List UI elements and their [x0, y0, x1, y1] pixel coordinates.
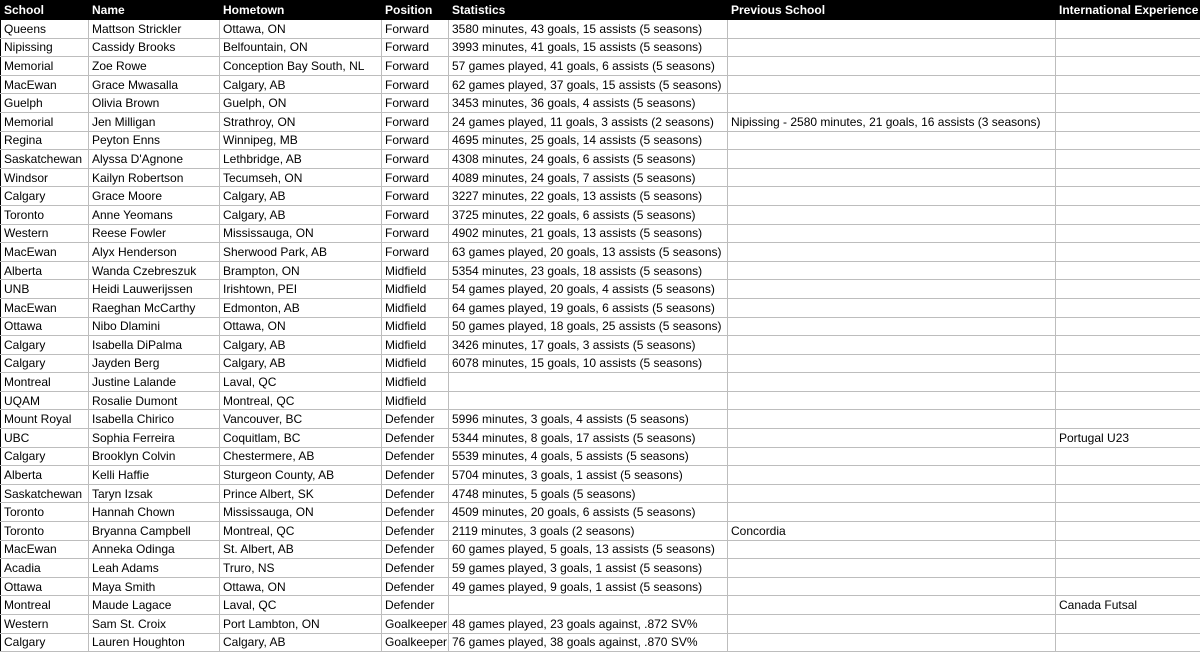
statistics-cell: 3426 minutes, 17 goals, 3 assists (5 seasons)	[449, 336, 728, 355]
international-experience-cell	[1056, 298, 1200, 317]
hometown-cell: Ottawa, ON	[220, 577, 382, 596]
table-row	[1, 112, 1200, 131]
name-cell: Taryn Izsak	[89, 484, 220, 503]
school-cell: Alberta	[1, 261, 89, 280]
statistics-cell: 4902 minutes, 21 goals, 13 assists (5 seasons)	[449, 224, 728, 243]
position-cell: Defender	[382, 466, 449, 485]
position-cell: Forward	[382, 131, 449, 150]
table-row	[1, 410, 1200, 429]
hometown-cell: Ottawa, ON	[220, 20, 382, 39]
name-cell: Bryanna Campbell	[89, 522, 220, 541]
previous-school-cell	[728, 577, 1056, 596]
name-cell: Zoe Rowe	[89, 57, 220, 76]
hometown-cell: Mississauga, ON	[220, 224, 382, 243]
table-row	[1, 317, 1200, 336]
table-row	[1, 559, 1200, 578]
name-cell: Isabella Chirico	[89, 410, 220, 429]
statistics-cell: 5996 minutes, 3 goals, 4 assists (5 seasons)	[449, 410, 728, 429]
name-cell: Heidi Lauwerijssen	[89, 280, 220, 299]
hometown-cell: Coquitlam, BC	[220, 429, 382, 448]
school-cell: Western	[1, 615, 89, 634]
previous-school-cell	[728, 429, 1056, 448]
table-row	[1, 243, 1200, 262]
name-cell: Kailyn Robertson	[89, 168, 220, 187]
previous-school-cell	[728, 168, 1056, 187]
hometown-cell: Conception Bay South, NL	[220, 57, 382, 76]
position-cell: Defender	[382, 484, 449, 503]
international-experience-cell	[1056, 20, 1200, 39]
position-cell: Defender	[382, 596, 449, 615]
school-cell: Calgary	[1, 354, 89, 373]
position-cell: Defender	[382, 447, 449, 466]
table-row	[1, 540, 1200, 559]
hometown-cell: Irishtown, PEI	[220, 280, 382, 299]
previous-school-cell	[728, 466, 1056, 485]
table-row	[1, 522, 1200, 541]
position-cell: Midfield	[382, 317, 449, 336]
name-cell: Sophia Ferreira	[89, 429, 220, 448]
previous-school-cell	[728, 75, 1056, 94]
position-cell: Defender	[382, 540, 449, 559]
school-cell: MacEwan	[1, 75, 89, 94]
name-cell: Alyx Henderson	[89, 243, 220, 262]
school-cell: Mount Royal	[1, 410, 89, 429]
table-row	[1, 336, 1200, 355]
hometown-cell: Montreal, QC	[220, 522, 382, 541]
name-cell: Maya Smith	[89, 577, 220, 596]
school-cell: Western	[1, 224, 89, 243]
school-cell: Queens	[1, 20, 89, 39]
previous-school-cell	[728, 615, 1056, 634]
international-experience-cell	[1056, 187, 1200, 206]
international-experience-cell	[1056, 168, 1200, 187]
statistics-cell: 3993 minutes, 41 goals, 15 assists (5 seasons)	[449, 38, 728, 57]
previous-school-cell	[728, 57, 1056, 76]
previous-school-cell	[728, 205, 1056, 224]
header-previous-school: Previous School	[728, 1, 1056, 20]
hometown-cell: Calgary, AB	[220, 205, 382, 224]
international-experience-cell	[1056, 131, 1200, 150]
statistics-cell: 50 games played, 18 goals, 25 assists (5 seasons)	[449, 317, 728, 336]
header-position: Position	[382, 1, 449, 20]
international-experience-cell	[1056, 633, 1200, 652]
school-cell: Calgary	[1, 187, 89, 206]
previous-school-cell	[728, 243, 1056, 262]
name-cell: Justine Lalande	[89, 373, 220, 392]
previous-school-cell	[728, 317, 1056, 336]
statistics-cell: 5539 minutes, 4 goals, 5 assists (5 seasons)	[449, 447, 728, 466]
position-cell: Forward	[382, 224, 449, 243]
table-row	[1, 261, 1200, 280]
statistics-cell: 63 games played, 20 goals, 13 assists (5 seasons)	[449, 243, 728, 262]
name-cell: Olivia Brown	[89, 94, 220, 113]
hometown-cell: Winnipeg, MB	[220, 131, 382, 150]
previous-school-cell	[728, 373, 1056, 392]
statistics-cell: 6078 minutes, 15 goals, 10 assists (5 seasons)	[449, 354, 728, 373]
position-cell: Midfield	[382, 298, 449, 317]
previous-school-cell	[728, 484, 1056, 503]
table-row	[1, 577, 1200, 596]
name-cell: Nibo Dlamini	[89, 317, 220, 336]
statistics-cell: 4308 minutes, 24 goals, 6 assists (5 seasons)	[449, 150, 728, 169]
name-cell: Leah Adams	[89, 559, 220, 578]
school-cell: Alberta	[1, 466, 89, 485]
previous-school-cell	[728, 391, 1056, 410]
statistics-cell: 64 games played, 19 goals, 6 assists (5 seasons)	[449, 298, 728, 317]
name-cell: Hannah Chown	[89, 503, 220, 522]
table-row	[1, 205, 1200, 224]
previous-school-cell	[728, 280, 1056, 299]
school-cell: Calgary	[1, 447, 89, 466]
hometown-cell: Lethbridge, AB	[220, 150, 382, 169]
school-cell: MacEwan	[1, 540, 89, 559]
statistics-cell	[449, 373, 728, 392]
international-experience-cell	[1056, 280, 1200, 299]
school-cell: Saskatchewan	[1, 484, 89, 503]
position-cell: Forward	[382, 150, 449, 169]
international-experience-cell	[1056, 410, 1200, 429]
school-cell: Calgary	[1, 633, 89, 652]
table-row	[1, 280, 1200, 299]
name-cell: Lauren Houghton	[89, 633, 220, 652]
international-experience-cell	[1056, 484, 1200, 503]
position-cell: Defender	[382, 503, 449, 522]
name-cell: Brooklyn Colvin	[89, 447, 220, 466]
hometown-cell: Calgary, AB	[220, 354, 382, 373]
statistics-cell: 4748 minutes, 5 goals (5 seasons)	[449, 484, 728, 503]
hometown-cell: Ottawa, ON	[220, 317, 382, 336]
international-experience-cell: Portugal U23	[1056, 429, 1200, 448]
international-experience-cell	[1056, 540, 1200, 559]
name-cell: Wanda Czebreszuk	[89, 261, 220, 280]
international-experience-cell	[1056, 373, 1200, 392]
statistics-cell	[449, 596, 728, 615]
international-experience-cell	[1056, 150, 1200, 169]
hometown-cell: Truro, NS	[220, 559, 382, 578]
school-cell: Toronto	[1, 205, 89, 224]
school-cell: Ottawa	[1, 577, 89, 596]
hometown-cell: Sturgeon County, AB	[220, 466, 382, 485]
international-experience-cell	[1056, 577, 1200, 596]
name-cell: Maude Lagace	[89, 596, 220, 615]
table-row	[1, 150, 1200, 169]
header-statistics: Statistics	[449, 1, 728, 20]
international-experience-cell	[1056, 75, 1200, 94]
hometown-cell: Prince Albert, SK	[220, 484, 382, 503]
statistics-cell: 5354 minutes, 23 goals, 18 assists (5 seasons)	[449, 261, 728, 280]
statistics-cell: 24 games played, 11 goals, 3 assists (2 seasons)	[449, 112, 728, 131]
statistics-cell: 76 games played, 38 goals against, .870 SV%	[449, 633, 728, 652]
table-row	[1, 38, 1200, 57]
position-cell: Goalkeeper	[382, 615, 449, 634]
name-cell: Jayden Berg	[89, 354, 220, 373]
name-cell: Anne Yeomans	[89, 205, 220, 224]
hometown-cell: Belfountain, ON	[220, 38, 382, 57]
position-cell: Midfield	[382, 280, 449, 299]
school-cell: UBC	[1, 429, 89, 448]
table-row	[1, 484, 1200, 503]
previous-school-cell	[728, 150, 1056, 169]
international-experience-cell	[1056, 466, 1200, 485]
position-cell: Defender	[382, 522, 449, 541]
name-cell: Mattson Strickler	[89, 20, 220, 39]
statistics-cell: 5704 minutes, 3 goals, 1 assist (5 seasons)	[449, 466, 728, 485]
position-cell: Forward	[382, 20, 449, 39]
school-cell: MacEwan	[1, 298, 89, 317]
header-international-experience: International Experience	[1056, 1, 1200, 20]
position-cell: Midfield	[382, 373, 449, 392]
previous-school-cell: Concordia	[728, 522, 1056, 541]
position-cell: Defender	[382, 429, 449, 448]
international-experience-cell	[1056, 503, 1200, 522]
name-cell: Isabella DiPalma	[89, 336, 220, 355]
position-cell: Forward	[382, 187, 449, 206]
international-experience-cell	[1056, 391, 1200, 410]
international-experience-cell	[1056, 38, 1200, 57]
school-cell: Regina	[1, 131, 89, 150]
international-experience-cell	[1056, 243, 1200, 262]
international-experience-cell	[1056, 559, 1200, 578]
table-row	[1, 57, 1200, 76]
statistics-cell: 4695 minutes, 25 goals, 14 assists (5 seasons)	[449, 131, 728, 150]
previous-school-cell	[728, 596, 1056, 615]
table-row	[1, 187, 1200, 206]
table-header	[1, 1, 1200, 20]
hometown-cell: Edmonton, AB	[220, 298, 382, 317]
header-name: Name	[89, 1, 220, 20]
school-cell: UQAM	[1, 391, 89, 410]
school-cell: Nipissing	[1, 38, 89, 57]
previous-school-cell	[728, 298, 1056, 317]
statistics-cell	[449, 391, 728, 410]
hometown-cell: Brampton, ON	[220, 261, 382, 280]
hometown-cell: Laval, QC	[220, 596, 382, 615]
table-row	[1, 168, 1200, 187]
hometown-cell: Guelph, ON	[220, 94, 382, 113]
position-cell: Defender	[382, 410, 449, 429]
name-cell: Peyton Enns	[89, 131, 220, 150]
position-cell: Midfield	[382, 391, 449, 410]
name-cell: Cassidy Brooks	[89, 38, 220, 57]
school-cell: Montreal	[1, 596, 89, 615]
name-cell: Anneka Odinga	[89, 540, 220, 559]
previous-school-cell	[728, 187, 1056, 206]
header-row	[1, 1, 1200, 20]
table-row	[1, 596, 1200, 615]
statistics-cell: 3453 minutes, 36 goals, 4 assists (5 seasons)	[449, 94, 728, 113]
table-row	[1, 391, 1200, 410]
international-experience-cell	[1056, 447, 1200, 466]
hometown-cell: Calgary, AB	[220, 75, 382, 94]
previous-school-cell	[728, 94, 1056, 113]
hometown-cell: Port Lambton, ON	[220, 615, 382, 634]
previous-school-cell	[728, 540, 1056, 559]
position-cell: Forward	[382, 75, 449, 94]
school-cell: Montreal	[1, 373, 89, 392]
hometown-cell: Sherwood Park, AB	[220, 243, 382, 262]
school-cell: Acadia	[1, 559, 89, 578]
table-row	[1, 75, 1200, 94]
previous-school-cell	[728, 20, 1056, 39]
school-cell: Windsor	[1, 168, 89, 187]
previous-school-cell	[728, 224, 1056, 243]
statistics-cell: 3725 minutes, 22 goals, 6 assists (5 seasons)	[449, 205, 728, 224]
name-cell: Kelli Haffie	[89, 466, 220, 485]
table-row	[1, 633, 1200, 652]
table-row	[1, 466, 1200, 485]
statistics-cell: 57 games played, 41 goals, 6 assists (5 seasons)	[449, 57, 728, 76]
table-row	[1, 447, 1200, 466]
name-cell: Raeghan McCarthy	[89, 298, 220, 317]
hometown-cell: Calgary, AB	[220, 187, 382, 206]
previous-school-cell	[728, 559, 1056, 578]
statistics-cell: 48 games played, 23 goals against, .872 SV%	[449, 615, 728, 634]
name-cell: Reese Fowler	[89, 224, 220, 243]
international-experience-cell	[1056, 112, 1200, 131]
name-cell: Jen Milligan	[89, 112, 220, 131]
school-cell: Calgary	[1, 336, 89, 355]
statistics-cell: 60 games played, 5 goals, 13 assists (5 seasons)	[449, 540, 728, 559]
hometown-cell: Montreal, QC	[220, 391, 382, 410]
previous-school-cell	[728, 38, 1056, 57]
statistics-cell: 49 games played, 9 goals, 1 assist (5 seasons)	[449, 577, 728, 596]
header-school: School	[1, 1, 89, 20]
position-cell: Midfield	[382, 261, 449, 280]
position-cell: Forward	[382, 57, 449, 76]
statistics-cell: 62 games played, 37 goals, 15 assists (5 seasons)	[449, 75, 728, 94]
school-cell: Toronto	[1, 522, 89, 541]
school-cell: MacEwan	[1, 243, 89, 262]
table-row	[1, 20, 1200, 39]
statistics-cell: 54 games played, 20 goals, 4 assists (5 seasons)	[449, 280, 728, 299]
statistics-cell: 59 games played, 3 goals, 1 assist (5 seasons)	[449, 559, 728, 578]
previous-school-cell: Nipissing - 2580 minutes, 21 goals, 16 assists (3 seasons)	[728, 112, 1056, 131]
table-row	[1, 615, 1200, 634]
school-cell: Guelph	[1, 94, 89, 113]
table-row	[1, 503, 1200, 522]
statistics-cell: 4089 minutes, 24 goals, 7 assists (5 seasons)	[449, 168, 728, 187]
school-cell: Memorial	[1, 57, 89, 76]
name-cell: Grace Moore	[89, 187, 220, 206]
position-cell: Forward	[382, 205, 449, 224]
international-experience-cell	[1056, 261, 1200, 280]
hometown-cell: Calgary, AB	[220, 633, 382, 652]
hometown-cell: Chestermere, AB	[220, 447, 382, 466]
position-cell: Forward	[382, 38, 449, 57]
hometown-cell: Vancouver, BC	[220, 410, 382, 429]
hometown-cell: Laval, QC	[220, 373, 382, 392]
name-cell: Grace Mwasalla	[89, 75, 220, 94]
hometown-cell: Tecumseh, ON	[220, 168, 382, 187]
statistics-cell: 4509 minutes, 20 goals, 6 assists (5 seasons)	[449, 503, 728, 522]
previous-school-cell	[728, 633, 1056, 652]
international-experience-cell	[1056, 317, 1200, 336]
international-experience-cell	[1056, 615, 1200, 634]
previous-school-cell	[728, 410, 1056, 429]
school-cell: UNB	[1, 280, 89, 299]
table-row	[1, 94, 1200, 113]
hometown-cell: Strathroy, ON	[220, 112, 382, 131]
name-cell: Rosalie Dumont	[89, 391, 220, 410]
school-cell: Ottawa	[1, 317, 89, 336]
table-row	[1, 131, 1200, 150]
international-experience-cell	[1056, 94, 1200, 113]
statistics-cell: 5344 minutes, 8 goals, 17 assists (5 seasons)	[449, 429, 728, 448]
international-experience-cell	[1056, 57, 1200, 76]
statistics-cell: 3227 minutes, 22 goals, 13 assists (5 seasons)	[449, 187, 728, 206]
position-cell: Midfield	[382, 354, 449, 373]
table-row	[1, 224, 1200, 243]
position-cell: Forward	[382, 243, 449, 262]
hometown-cell: Mississauga, ON	[220, 503, 382, 522]
previous-school-cell	[728, 354, 1056, 373]
name-cell: Alyssa D'Agnone	[89, 150, 220, 169]
statistics-cell: 2119 minutes, 3 goals (2 seasons)	[449, 522, 728, 541]
international-experience-cell: Canada Futsal	[1056, 596, 1200, 615]
position-cell: Goalkeeper	[382, 633, 449, 652]
position-cell: Midfield	[382, 336, 449, 355]
name-cell: Sam St. Croix	[89, 615, 220, 634]
table-row	[1, 354, 1200, 373]
international-experience-cell	[1056, 224, 1200, 243]
table-row	[1, 373, 1200, 392]
position-cell: Defender	[382, 577, 449, 596]
school-cell: Toronto	[1, 503, 89, 522]
table-row	[1, 298, 1200, 317]
previous-school-cell	[728, 131, 1056, 150]
international-experience-cell	[1056, 522, 1200, 541]
previous-school-cell	[728, 261, 1056, 280]
school-cell: Memorial	[1, 112, 89, 131]
header-hometown: Hometown	[220, 1, 382, 20]
previous-school-cell	[728, 336, 1056, 355]
previous-school-cell	[728, 447, 1056, 466]
school-cell: Saskatchewan	[1, 150, 89, 169]
position-cell: Forward	[382, 168, 449, 187]
statistics-cell: 3580 minutes, 43 goals, 15 assists (5 seasons)	[449, 20, 728, 39]
international-experience-cell	[1056, 205, 1200, 224]
hometown-cell: St. Albert, AB	[220, 540, 382, 559]
international-experience-cell	[1056, 336, 1200, 355]
table-row	[1, 429, 1200, 448]
position-cell: Forward	[382, 94, 449, 113]
previous-school-cell	[728, 503, 1056, 522]
position-cell: Defender	[382, 559, 449, 578]
hometown-cell: Calgary, AB	[220, 336, 382, 355]
table-body	[1, 20, 1200, 652]
position-cell: Forward	[382, 112, 449, 131]
international-experience-cell	[1056, 354, 1200, 373]
